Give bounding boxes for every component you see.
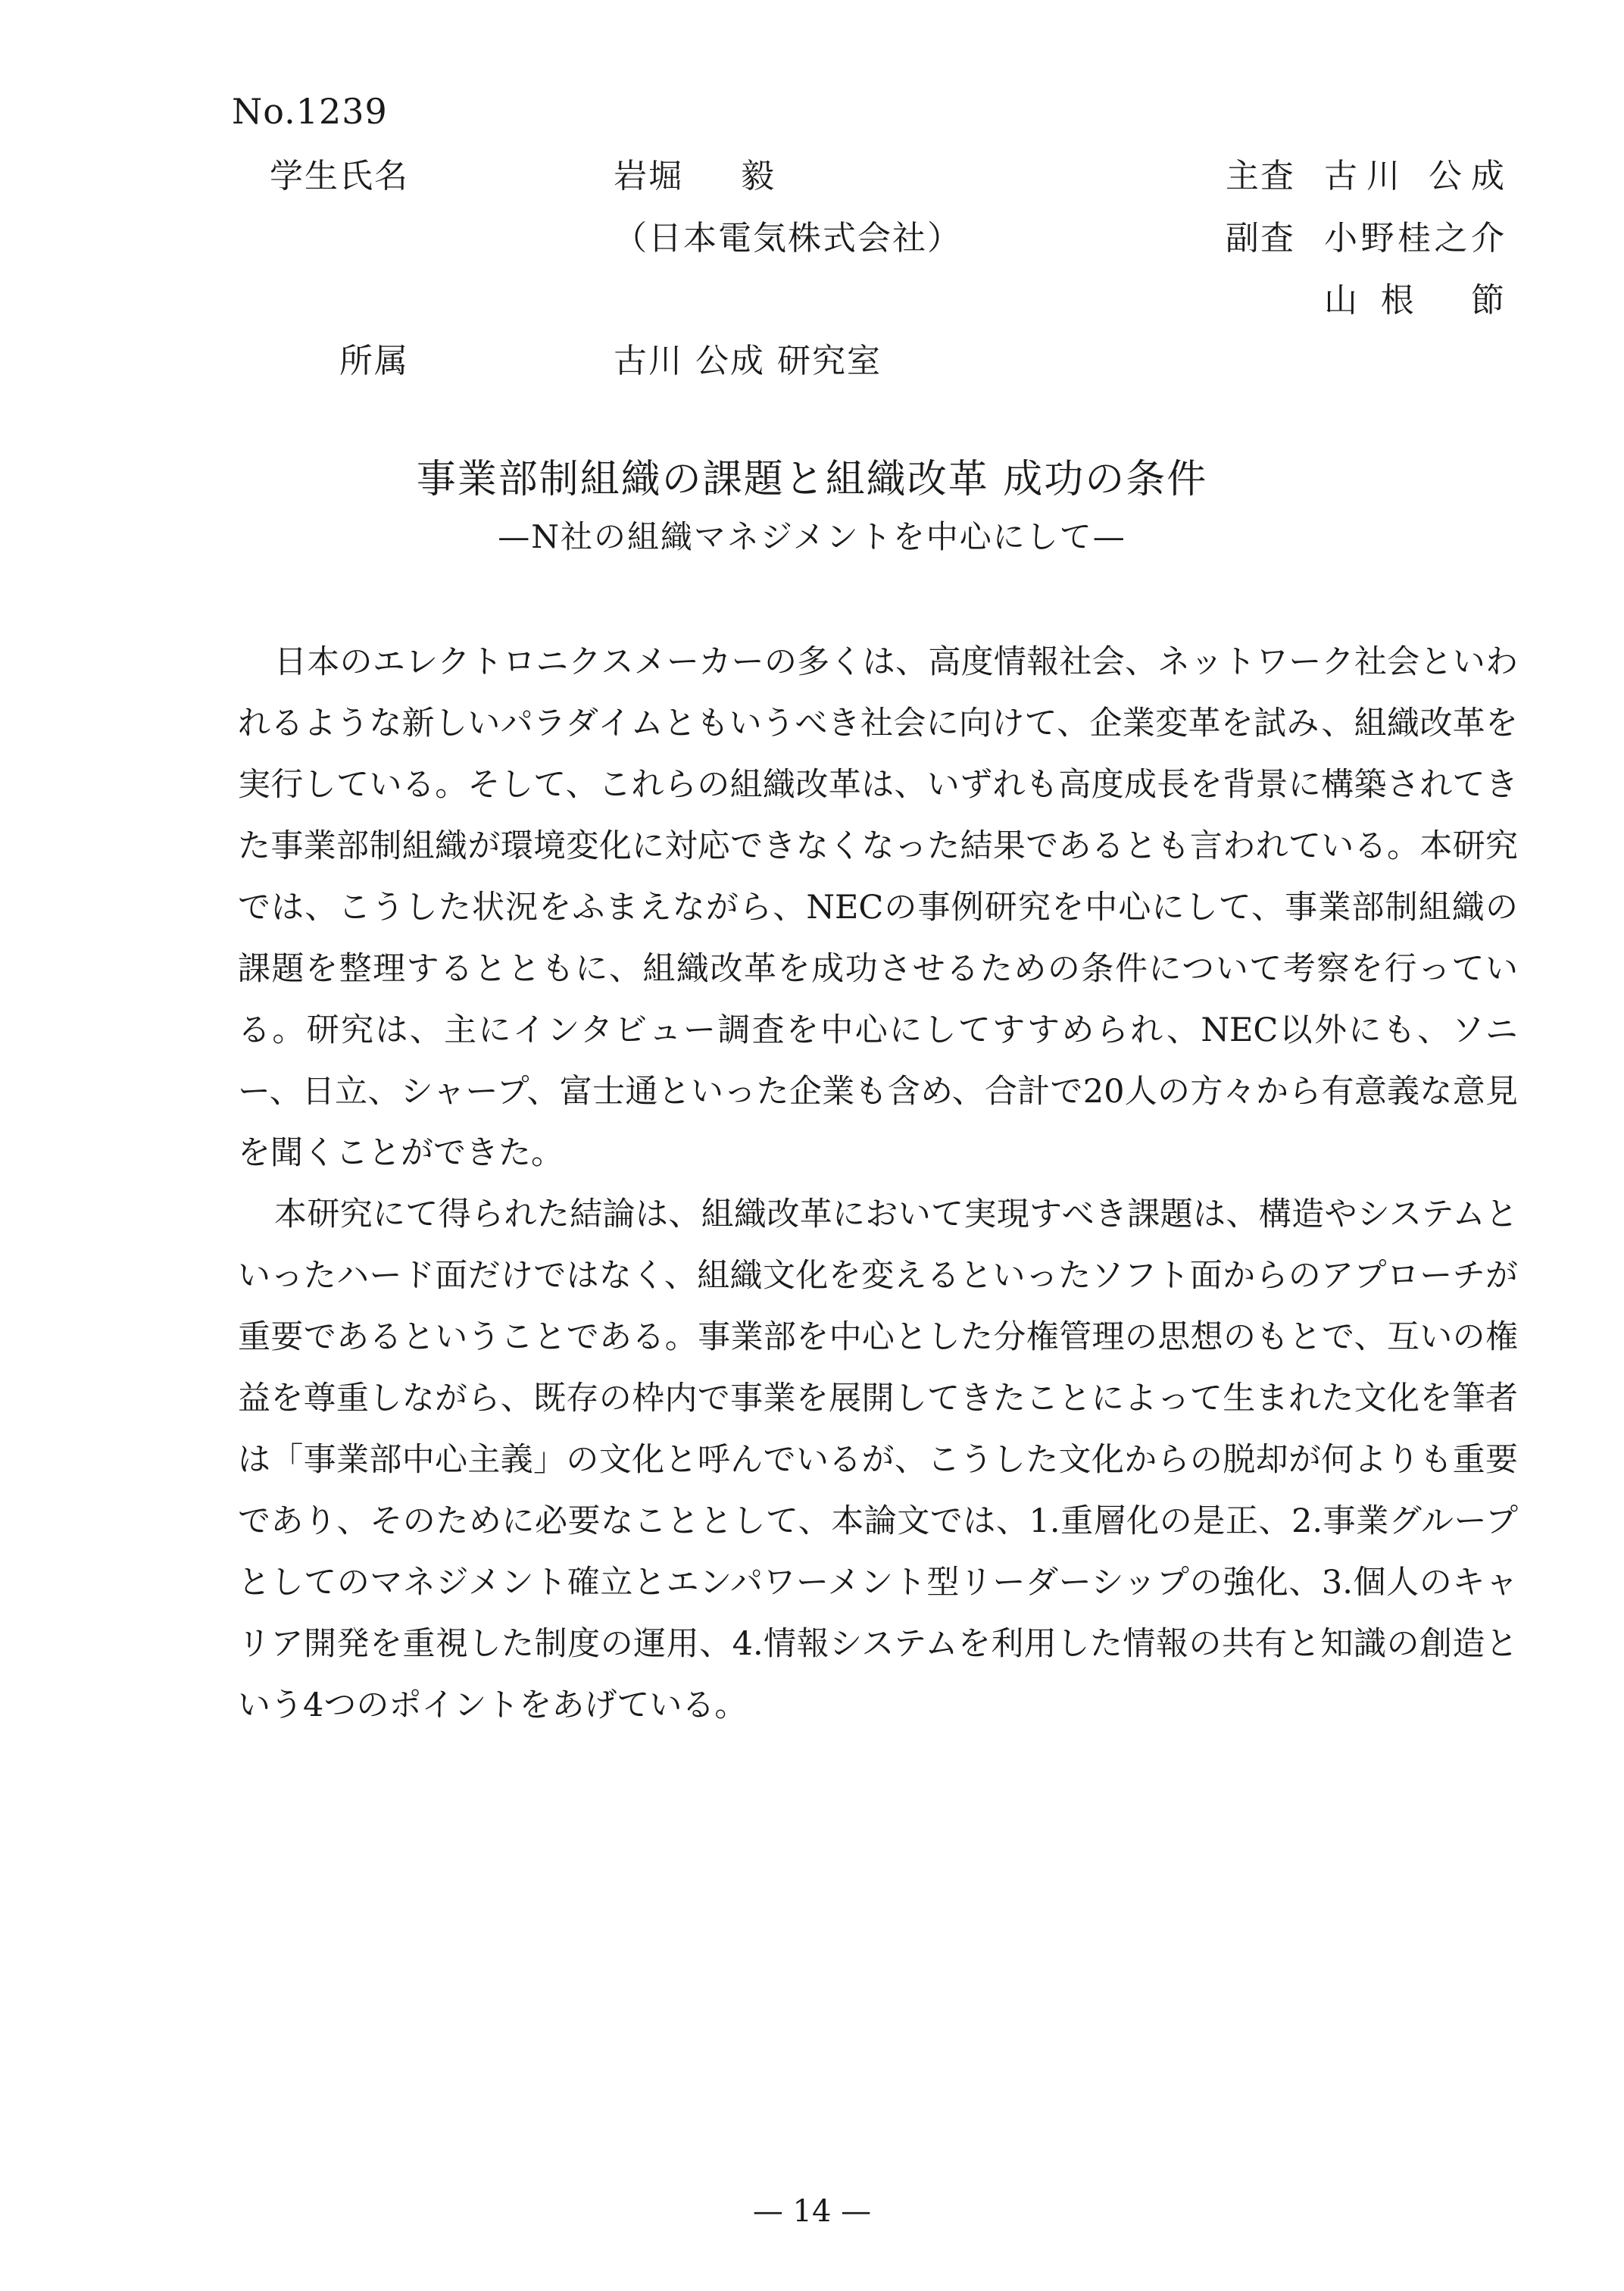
document-number: No.1239 xyxy=(232,91,388,132)
main-examiner-name: 古川 公成 xyxy=(1324,157,1506,195)
abstract-paragraph-2: 本研究にて得られた結論は、組織改革において実現すべき課題は、構造やシステムといったハード面だけではなく、組織文化を変えるといったソフト面からのアプローチが重要であるということである。事業部を中心とした分権管理の思想のもとで、互いの権益を尊重しながら、既存の枠内で事業を展開してきたことによって生まれた文化を筆者は「事業部中心主義」の文化と呼んでいるが、こうした文化からの脱却が何よりも重要であり、そのために必要なこととして、本論文では、1.重層化の是正、2.事業グループとしてのマネジメント確立とエンパワーメント型リーダーシップの強化、3.個人のキャリア開発を重視した制度の運用、4.情報システムを利用した情報の共有と知識の創造という4つのポイントをあげている。 xyxy=(238,1196,1518,1724)
main-examiner xyxy=(1226,148,1506,197)
sub-examiner-name-2: 山根 節 xyxy=(1324,281,1506,320)
abstract-paragraph-1: 日本のエレクトロニクスメーカーの多くは、高度情報社会、ネットワーク社会といわれるような新しいパラダイムともいうべき社会に向けて、企業変革を試み、組織改革を実行している。そして、これらの組織改革は、いずれも高度成長を背景に構築されてきた事業部制組織が環境変化に対応できなくなった結果であるとも言われている。本研究では、こうした状況をふまえながら、NECの事例研究を中心にして、事業部制組織の課題を整理するとともに、組織改革を成功させるための条件について考察を行っている。研究は、主にインタビュー調査を中心にしてすすめられ、NEC以外にも、ソニー、日立、シャープ、富士通といった企業も含め、合計で20人の方々から有意義な意見を聞くことができた。 xyxy=(238,643,1518,1172)
abstract-body xyxy=(238,632,1518,1736)
sub-examiner-role: 副査 xyxy=(1226,219,1295,258)
page-number: — 14 — xyxy=(752,2194,872,2229)
sub-examiner-name-1: 小野桂之介 xyxy=(1324,219,1506,258)
student-name-label: 学生氏名 xyxy=(270,157,409,195)
sub-examiner-2 xyxy=(1226,273,1506,321)
student-name: 岩堀 毅 xyxy=(614,157,776,195)
sub-examiner-1 xyxy=(1226,211,1506,259)
thesis-subtitle: —N社の組織マネジメントを中心にして— xyxy=(498,518,1126,555)
affiliation-label: 所属 xyxy=(339,342,409,380)
affiliation-value: 古川 公成 研究室 xyxy=(614,342,882,380)
student-company: （日本電気株式会社） xyxy=(614,219,962,258)
thesis-title: 事業部制組織の課題と組織改革 成功の条件 xyxy=(416,457,1208,502)
main-examiner-role: 主査 xyxy=(1226,157,1295,195)
